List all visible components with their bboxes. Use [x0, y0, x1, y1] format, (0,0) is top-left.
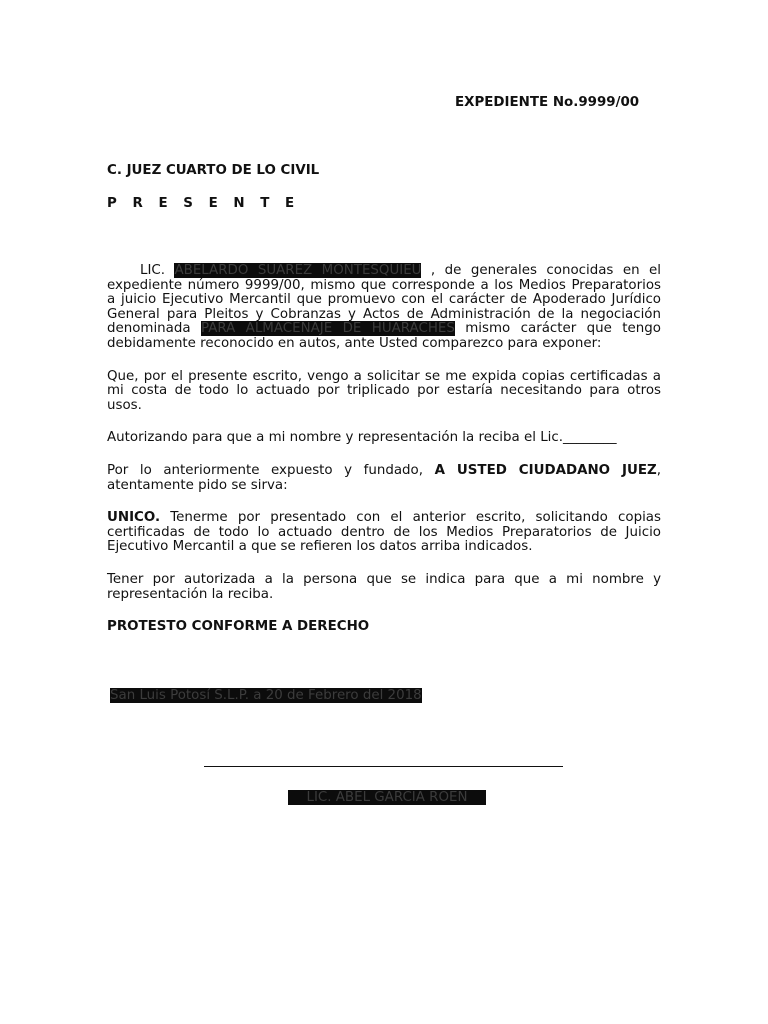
- redacted-place-date: San Luis Potosí S.L.P. a 20 de Febrero del 2018: [110, 688, 422, 703]
- request-paragraph: Que, por el presente escrito, vengo a solicitar se me expida copias certificadas a mi costa de todo lo actuado por triplicado por estaría necesitando para otros usos.: [107, 368, 661, 413]
- second-point-paragraph: Tener por autorizada a la persona que se indica para que a mi nombre y representación la reciba.: [107, 571, 661, 602]
- intro-text-1: , de generales conocidas en el expediente número 9999/00, mismo que corresponde a los Medios Preparatorios a juicio Ejecutivo Mercantil que promuevo con el carácter de Apoderado Jurídico General para Pleitos y Cobranzas y Actos de Administración de la negociación denominada: [107, 263, 661, 337]
- document-body: [107, 264, 661, 653]
- protesto-heading: [107, 620, 661, 635]
- authorization-paragraph: Autorizando para que a mi nombre y representación la reciba el Lic.________: [107, 430, 617, 446]
- presente-heading: P R E S E N T E: [107, 196, 300, 211]
- expediente-number: EXPEDIENTE No.9999/00: [455, 95, 640, 110]
- closing-text-2: , atentamente pido se sirva:: [107, 462, 661, 493]
- redacted-company: PARA ALMACENAJE DE HUARACHES: [200, 321, 455, 337]
- redacted-signer-name: LIC. ABEL GARCIA ROEN: [288, 790, 486, 805]
- addressee: C. JUEZ CUARTO DE LO CIVIL: [107, 163, 320, 178]
- closing-paragraph: [107, 464, 661, 493]
- title-prefix: LIC.: [140, 263, 166, 278]
- redacted-name: ABELARDO SUAREZ MONTESQUIEU: [174, 263, 422, 278]
- intro-text-2: mismo carácter que tengo debidamente reconocido en autos, ante Usted comparezco para exponer:: [107, 321, 661, 351]
- closing-text-1: Por lo anteriormente expuesto y fundado,: [107, 462, 435, 478]
- signature-line: [204, 766, 563, 767]
- protesto-text: PROTESTO CONFORME A DERECHO: [107, 619, 370, 635]
- unico-paragraph: [107, 511, 661, 555]
- closing-bold: A USTED CIUDADANO JUEZ: [434, 462, 657, 478]
- intro-paragraph: [107, 264, 661, 352]
- unico-label: UNICO.: [107, 510, 161, 526]
- unico-text: Tenerme por presentado con el anterior escrito, solicitando copias certificadas de todo lo actuado dentro de los Medios Preparatorios de Juicio Ejecutivo Mercantil a que se refieren los datos arriba indicados.: [107, 510, 661, 555]
